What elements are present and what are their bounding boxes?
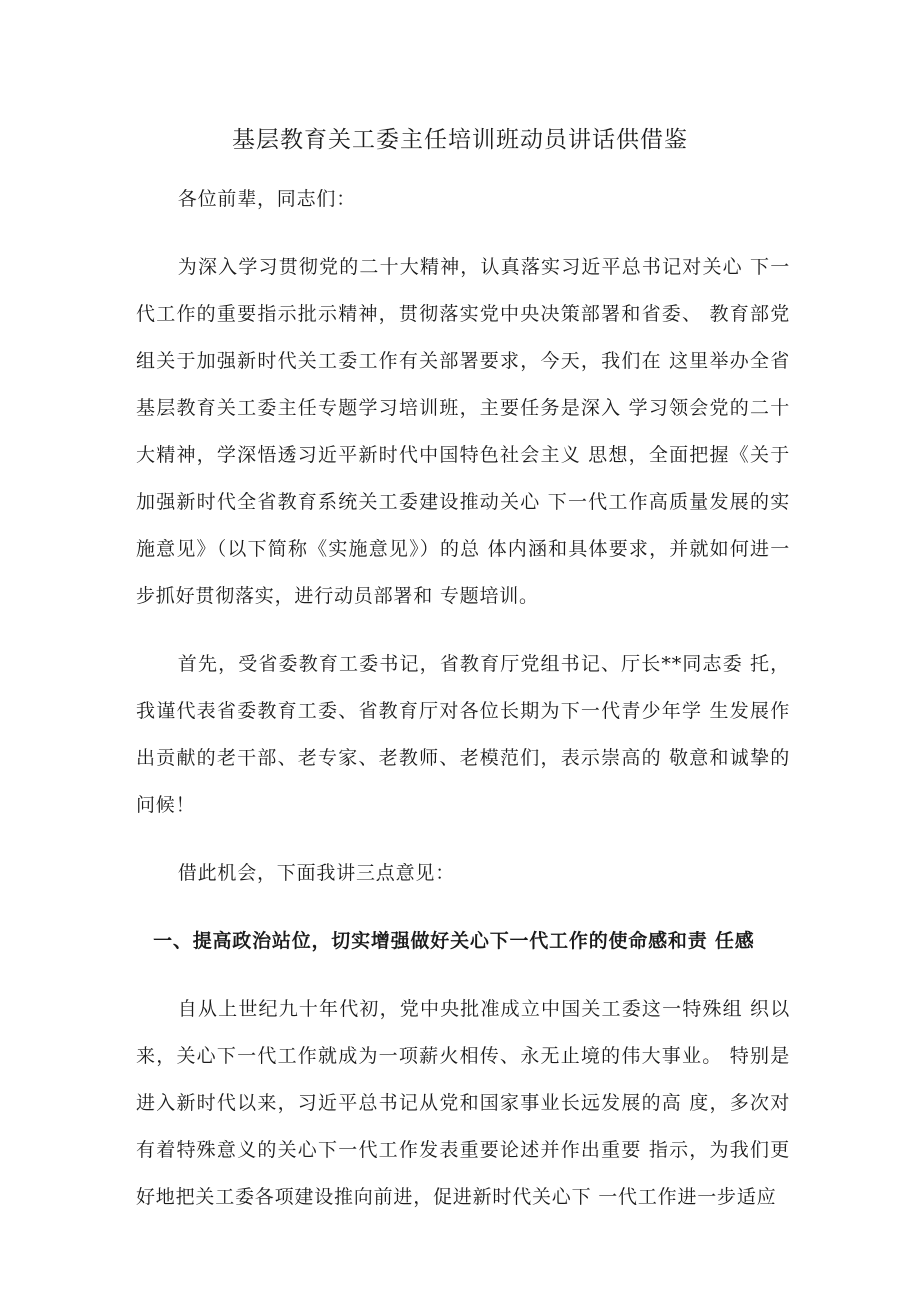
salutation: 各位前辈，同志们： [177, 188, 356, 210]
paragraph-greeting: 首先，受省委教育工委书记，省教育厅党组书记、厅长**同志委 托，我谨代表省委教育工委、省教育厅对各位长期为下一代青少年学 生发展作出贡献的老干部、老专家、老教师、老模范们，表示崇高的 敬意和诚挚的问候！ [136, 653, 790, 816]
document-title: 基层教育关工委主任培训班动员讲话供借鉴 [232, 127, 688, 153]
section-heading-1: 一、提高政治站位，切实增强做好关心下一代工作的使命感和责 任感 [153, 930, 755, 952]
paragraph-section-1: 自从上世纪九十年代初，党中央批准成立中国关工委这一特殊组 织以来，关心下一代工作就成为一项薪火相传、永无止境的伟大事业。 特别是进入新时代以来，习近平总书记从党和国家事业长远发展的高 度，多次对有着特殊意义的关心下一代工作发表重要论述并作出重要 指示，为我们更好地把关工委各项建设推向前进，促进新时代关心下 一代工作进一步适应 [136, 998, 790, 1208]
paragraph-intro: 为深入学习贯彻党的二十大精神，认真落实习近平总书记对关心 下一代工作的重要指示批示精神，贯彻落实党中央决策部署和省委、 教育部党组关于加强新时代关工委工作有关部署要求，今天，我们在 这里举办全省基层教育关工委主任专题学习培训班，主要任务是深入 学习领会党的二十大精神，学深悟透习近平新时代中国特色社会主义 思想，全面把握《关于加强新时代全省教育系统关工委建设推动关心 下一代工作高质量发展的实施意见》（以下简称《实施意见》）的总 体内涵和具体要求，并就如何进一步抓好贯彻落实，进行动员部署和 专题培训。 [136, 256, 790, 607]
document-body [136, 176, 790, 1242]
paragraph-transition: 借此机会，下面我讲三点意见： [177, 862, 455, 884]
